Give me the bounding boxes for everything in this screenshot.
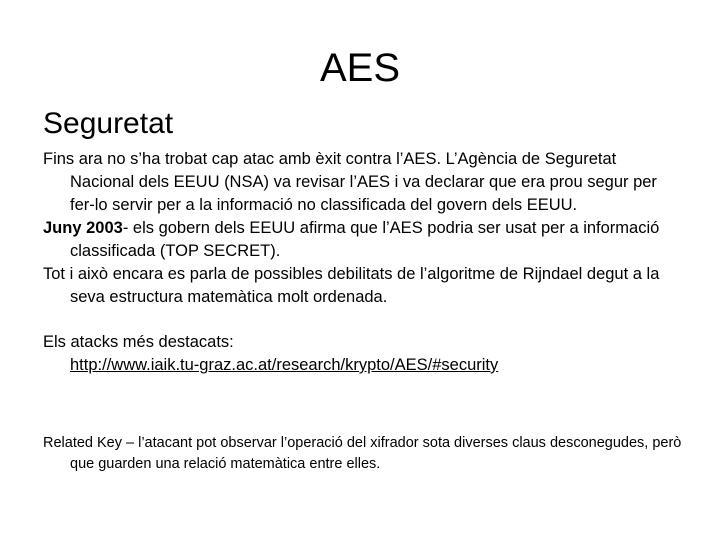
paragraph-attacks: [43, 331, 683, 377]
paragraph-june-2003-text: - els gobern dels EEUU afirma que l’AES podria ser usat per a informació classificada (TOP SECRET).: [70, 219, 660, 260]
paragraph-june-2003: [43, 217, 683, 263]
paragraph-rijndael: Tot i això encara es parla de possibles debilitats de l’algoritme de Rijndael degut a la seva estructura matemàtica molt ordenada.: [43, 265, 660, 306]
attacks-label: Els atacks més destacats:: [43, 333, 234, 351]
date-highlight: Juny 2003: [43, 219, 123, 237]
slide-title: AES: [319, 46, 401, 90]
attacks-link[interactable]: http://www.iaik.tu-graz.ac.at/research/krypto/AES/#security: [70, 356, 499, 374]
spacer: [43, 309, 683, 331]
slide-subtitle: Seguretat: [43, 107, 174, 140]
related-key-note: Related Key – l’atacant pot observar l’operació del xifrador sota diverses claus desconegudes, però que guarden una relació matemàtica entre elles.: [43, 435, 682, 472]
slide-body: [43, 148, 683, 377]
paragraph-nsa: Fins ara no s’ha trobat cap atac amb èxit contra l’AES. L’Agència de Seguretat Nacional dels EEUU (NSA) va revisar l’AES i va declarar que era prou segur per fer-lo servir per a la informació no classificada del govern dels EEUU.: [43, 150, 657, 214]
